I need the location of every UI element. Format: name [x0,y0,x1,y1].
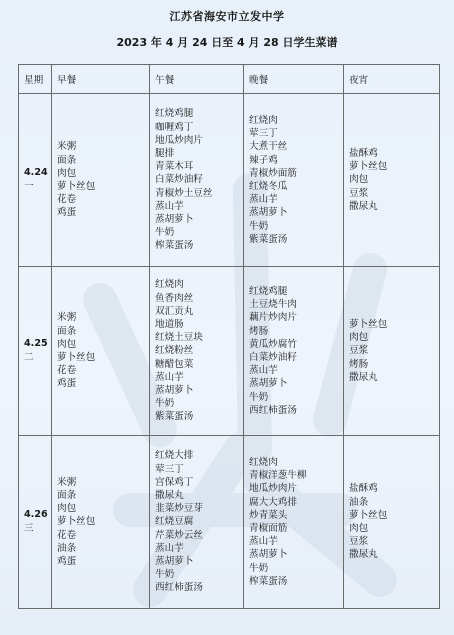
dish-item: 萝卜丝包 [349,318,388,330]
dish-item: 蒸山芋 [155,371,184,383]
weekday-label: 二 [24,352,34,363]
dish-item: 米粥 [57,476,77,488]
date-label: 4.25 [24,338,48,349]
dish-item: 蒸山芋 [249,536,278,548]
dish-item: 撒尿丸 [349,371,378,383]
weekday-label: 一 [24,181,34,192]
dish-item: 青椒炒土豆丝 [155,187,213,199]
dish-item: 蒸胡萝卜 [155,385,194,396]
night-snack-list [349,147,439,213]
dish-item: 西红柿蛋汤 [249,404,297,416]
dish-item: 黄瓜炒腐竹 [249,338,297,350]
dish-item: 鸡蛋 [57,378,77,390]
dish-item: 糖醋包菜 [155,358,194,370]
school-name: 江苏省海安市立发中学 [169,10,285,23]
dish-item: 榨菜蛋汤 [155,240,194,252]
dish-item: 地瓜炒肉片 [249,483,297,495]
breakfast-list [57,476,149,568]
dish-item: 牛奶 [249,220,269,232]
dinner-cell [244,94,344,267]
table-row [19,436,440,609]
dish-item: 青椒洋葱牛柳 [249,470,307,482]
dinner-list [249,114,343,246]
dish-item: 紫菜蛋汤 [249,233,288,245]
date-cell [19,267,52,436]
dish-item: 烤肠 [249,325,269,337]
lunch-list [155,449,243,594]
dish-item: 芹菜炒云丝 [155,529,203,541]
dish-item: 鸡蛋 [57,556,77,567]
night-snack-list [349,482,439,561]
menu-title: 2023 年 4 月 24 日至 4 月 28 日学生菜谱 [116,36,338,49]
dish-item: 地道肠 [155,318,184,330]
dish-item: 萝卜丝包 [349,509,388,521]
dish-item: 油条 [349,496,369,508]
column-header-weekday: 星期 [19,65,52,94]
dish-item: 豆浆 [349,536,369,548]
dinner-list [249,285,343,417]
column-header-breakfast: 早餐 [52,65,150,94]
dish-item: 腐大大鸡排 [249,496,297,508]
dish-item: 牛奶 [249,562,269,574]
weekday-label: 三 [24,523,34,534]
night-snack-list [349,318,439,384]
dish-item: 撒尿丸 [349,549,378,561]
dish-item: 烤肠 [349,358,369,370]
dish-item: 红烧肉 [249,114,278,126]
dish-item: 豆浆 [349,345,369,357]
breakfast-cell [52,267,150,436]
dish-item: 双汇贡丸 [155,305,194,317]
dish-item: 藕片炒肉片 [249,312,297,324]
dish-item: 鸡蛋 [57,207,77,219]
night-snack-cell [344,94,440,267]
column-header-night-snack: 夜宵 [344,65,440,94]
header-row [19,65,440,94]
dish-item: 蒸胡萝卜 [249,378,288,390]
dish-item: 紫菜蛋汤 [155,411,194,423]
lunch-list [155,278,243,423]
dish-item: 炒青菜头 [249,509,288,521]
dish-item: 红烧肉 [249,456,278,468]
dish-item: 面条 [57,489,77,501]
dish-item: 宫保鸡丁 [155,476,194,488]
dish-item: 花卷 [57,365,77,377]
dish-item: 荤三丁 [155,463,184,475]
dish-item: 花卷 [57,194,77,206]
dish-item: 青椒炒面筋 [249,167,297,179]
dish-item: 肉包 [57,338,77,350]
dish-item: 蒸胡萝卜 [249,549,288,561]
dinner-list [249,456,343,588]
breakfast-list [57,140,149,219]
dish-item: 肉包 [349,332,369,344]
dish-item: 肉包 [57,167,77,179]
dish-item: 面条 [57,325,77,337]
dish-item: 肉包 [57,503,77,515]
dish-item: 红烧鸡腿 [155,108,194,120]
column-header-dinner: 晚餐 [244,65,344,94]
dish-item: 蒸山芋 [155,200,184,212]
dish-item: 萝卜丝包 [349,161,388,173]
dish-item: 红烧冬瓜 [249,181,288,192]
dish-item: 鱼香肉丝 [155,292,194,304]
dish-item: 牛奶 [249,391,269,403]
dish-item: 萝卜丝包 [57,516,96,528]
dish-item: 花卷 [57,529,77,541]
dish-item: 青菜木耳 [155,161,194,173]
dish-item: 青椒面筋 [249,523,288,534]
dish-item: 红烧鸡腿 [249,285,288,297]
dish-item: 土豆烧牛肉 [249,299,297,311]
lunch-cell [150,267,244,436]
table-row [19,94,440,267]
date-label: 4.26 [24,509,48,520]
dish-item: 蒸胡萝卜 [155,556,194,567]
lunch-cell [150,94,244,267]
dish-item: 肉包 [349,523,369,534]
menu-table [18,64,440,609]
dish-item: 蒸胡萝卜 [155,214,194,225]
date-label: 4.24 [24,167,48,178]
dish-item: 韭菜炒豆芽 [155,503,203,515]
dish-item: 米粥 [57,141,77,153]
dish-item: 米粥 [57,312,77,324]
lunch-list [155,107,243,252]
dish-item: 豆浆 [349,187,369,199]
dish-item: 白菜炒油籽 [249,352,297,363]
dish-item: 油条 [57,542,77,554]
dish-item: 面条 [57,154,77,166]
dish-item: 腿排 [155,147,175,159]
dish-item: 红烧粉丝 [155,345,194,357]
dish-item: 撒尿丸 [155,489,184,501]
dish-item: 盐酥鸡 [349,483,378,495]
dish-item: 牛奶 [155,227,175,239]
dish-item: 辣子鸡 [249,154,278,166]
dinner-cell [244,436,344,609]
breakfast-cell [52,436,150,609]
dish-item: 蒸山芋 [155,542,184,554]
dish-item: 蒸山芋 [249,365,278,377]
dinner-cell [244,267,344,436]
breakfast-list [57,311,149,390]
dish-item: 荤三丁 [249,128,278,140]
dish-item: 白菜炒油籽 [155,174,203,186]
dish-item: 西红柿蛋汤 [155,582,203,594]
dish-item: 撒尿丸 [349,200,378,212]
dish-item: 萝卜丝包 [57,181,96,192]
dish-item: 红烧土豆块 [155,332,203,344]
dish-item: 蒸胡萝卜 [249,207,288,219]
dish-item: 肉包 [349,174,369,186]
dish-item: 牛奶 [155,398,175,410]
dish-item: 地瓜炒肉片 [155,134,203,146]
date-cell [19,436,52,609]
dish-item: 牛奶 [155,569,175,581]
dish-item: 萝卜丝包 [57,352,96,363]
column-header-lunch: 午餐 [150,65,244,94]
dish-item: 红烧肉 [155,279,184,291]
date-cell [19,94,52,267]
lunch-cell [150,436,244,609]
dish-item: 大煮干丝 [249,141,288,153]
dish-item: 盐酥鸡 [349,147,378,159]
dish-item: 咖喱鸡丁 [155,121,194,133]
breakfast-cell [52,94,150,267]
table-row [19,267,440,436]
dish-item: 红烧大排 [155,450,194,462]
night-snack-cell [344,436,440,609]
dish-item: 红烧豆腐 [155,516,194,528]
dish-item: 蒸山芋 [249,194,278,206]
night-snack-cell [344,267,440,436]
dish-item: 榨菜蛋汤 [249,575,288,587]
